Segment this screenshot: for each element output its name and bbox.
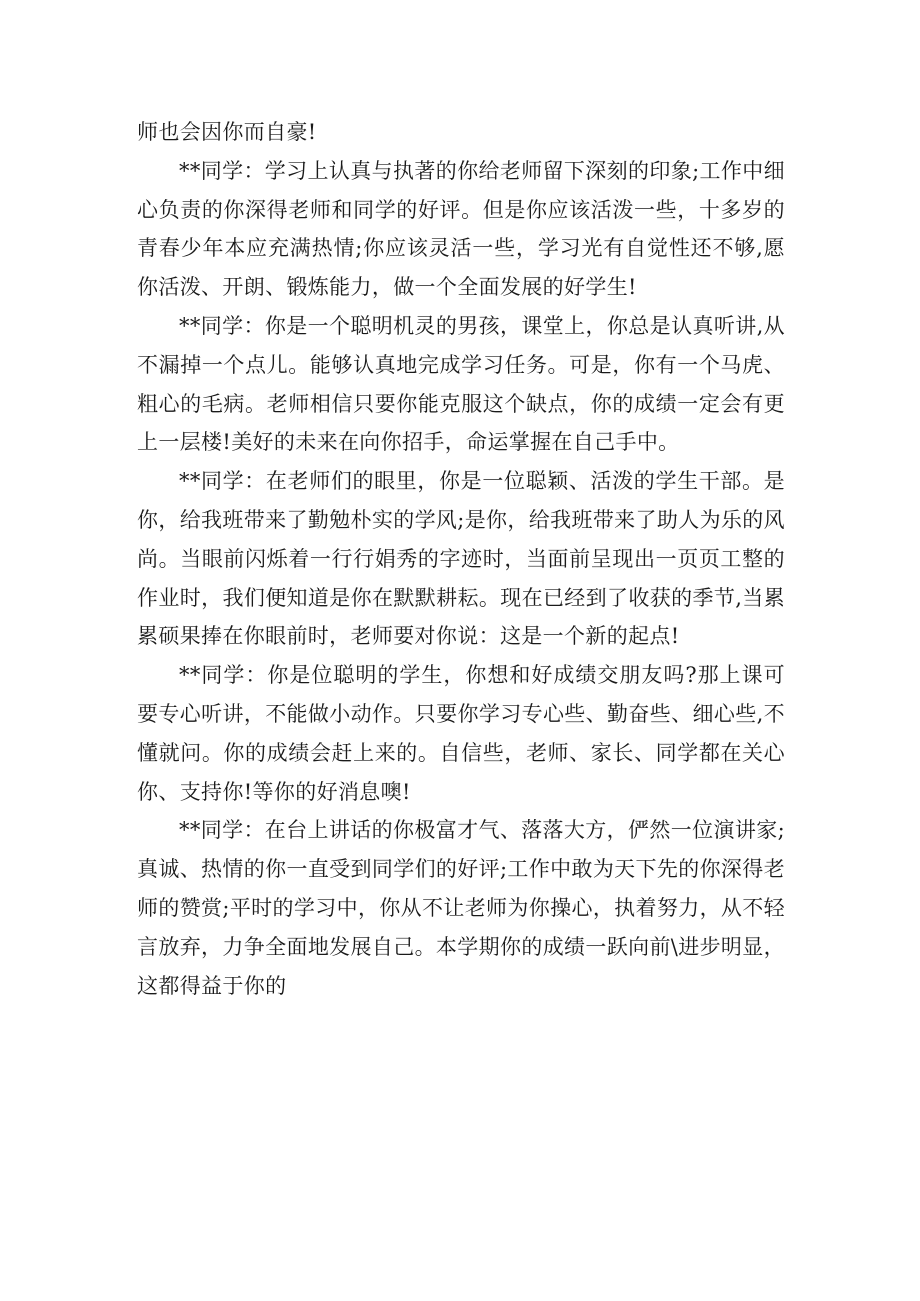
document-body [137,113,785,1005]
paragraph-comment-5: **同学：在台上讲话的你极富才气、落落大方，俨然一位演讲家;真诚、热情的你一直受到同学们的好评;工作中敢为天下先的你深得老师的赞赏;平时的学习中，你从不让老师为你操心，执着努力，从不轻言放弃，力争全面地发展自己。本学期你的成绩一跃向前\进步明显，这都得益于你的 [137,818,785,998]
paragraph-comment-1: **同学：学习上认真与执著的你给老师留下深刻的印象;工作中细心负责的你深得老师和同学的好评。但是你应该活泼一些，十多岁的青春少年本应充满热情;你应该灵活一些，学习光有自觉性还不够,愿你活泼、开朗、锻炼能力，做一个全面发展的好学生! [137,158,785,300]
paragraph-comment-4: **同学：你是位聪明的学生，你想和好成绩交朋友吗?那上课可要专心听讲，不能做小动作。只要你学习专心些、勤奋些、细心些,不懂就问。你的成绩会赶上来的。自信些，老师、家长、同学都在关心你、支持你!等你的好消息噢! [137,663,785,804]
paragraph-comment-3: **同学：在老师们的眼里，你是一位聪颖、活泼的学生干部。是你，给我班带来了勤勉朴实的学风;是你，给我班带来了助人为乐的风尚。当眼前闪烁着一行行娟秀的字迹时，当面前呈现出一页页工整的作业时，我们便知道是你在默默耕耘。现在已经到了收获的季节,当累累硕果捧在你眼前时，老师要对你说：这是一个新的起点! [137,469,785,649]
paragraph-continuation: 师也会因你而自豪! [137,120,317,144]
paragraph-comment-2: **同学：你是一个聪明机灵的男孩，课堂上，你总是认真听讲,从不漏掉一个点儿。能够认真地完成学习任务。可是，你有一个马虎、粗心的毛病。老师相信只要你能克服这个缺点，你的成绩一定会有更上一层楼!美好的未来在向你招手，命运掌握在自己手中。 [137,313,785,455]
